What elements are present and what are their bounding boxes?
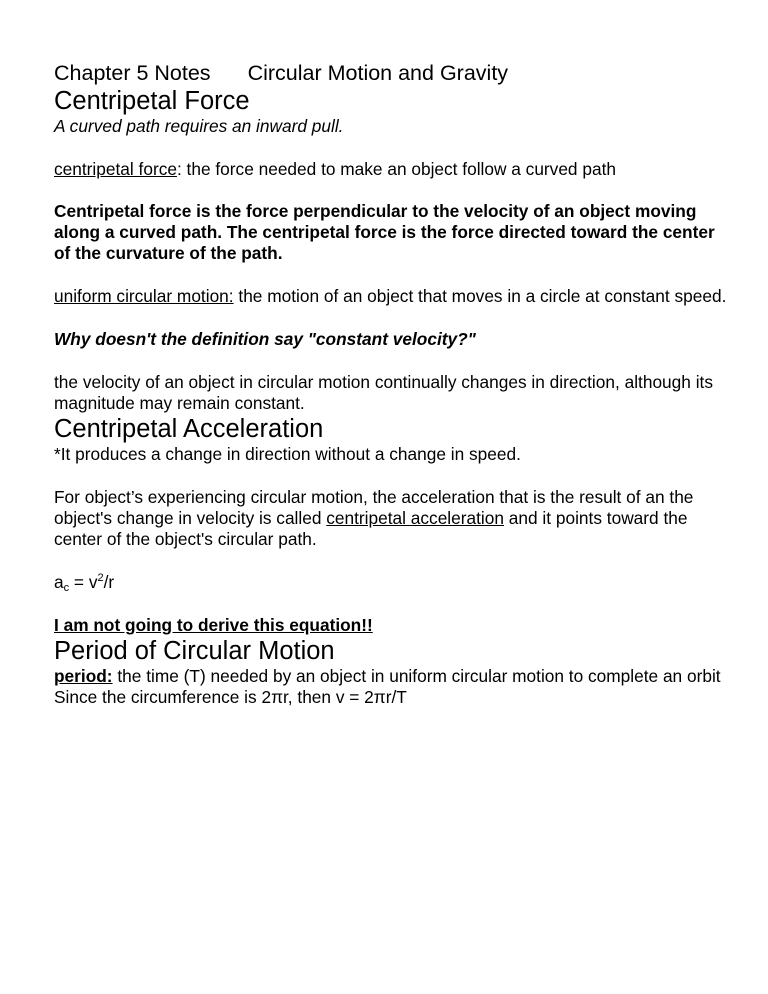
- equation-end: /r: [103, 572, 115, 592]
- equation-symbol: a: [54, 572, 64, 592]
- definition-text: the motion of an object that moves in a circle at constant speed.: [233, 286, 727, 306]
- definition-text: the time (T) needed by an object in uniform circular motion to complete an orbit: [112, 666, 721, 686]
- answer: the velocity of an object in circular motion continually changes in direction, although its magnitude may remain constant.: [54, 372, 713, 413]
- definition-text: : the force needed to make an object follow a curved path: [176, 159, 616, 179]
- chapter-label: Chapter 5 Notes: [54, 61, 211, 85]
- notes-page: [54, 60, 734, 708]
- definition-centripetal-force: [54, 159, 734, 180]
- equation-subscript: c: [63, 582, 70, 594]
- section-heading-centripetal-force: Centripetal Force: [54, 87, 250, 115]
- page-title: [54, 60, 734, 86]
- paragraph-text: and it points toward the center of the object's circular path.: [54, 508, 688, 549]
- equation-middle: = v: [69, 572, 98, 592]
- term-uniform-circular-motion: uniform circular motion:: [54, 286, 234, 306]
- section-heading-centripetal-acceleration: Centripetal Acceleration: [54, 415, 324, 443]
- chapter-topic: Circular Motion and Gravity: [247, 61, 509, 85]
- section-subtitle: A curved path requires an inward pull.: [54, 116, 344, 136]
- definition-period: [54, 666, 734, 687]
- circumference-statement: Since the circumference is 2πr, then v = 2πr/T: [54, 687, 407, 707]
- equation-superscript: 2: [97, 572, 104, 584]
- section-heading-period: Period of Circular Motion: [54, 637, 335, 665]
- paragraph-text: For object’s experiencing circular motion, the acceleration that is the result of an the object's change in velocity is called: [54, 487, 694, 528]
- equation-centripetal-acceleration: [54, 572, 734, 593]
- definition-uniform-circular-motion: [54, 286, 734, 307]
- section-note: *It produces a change in direction without a change in speed.: [54, 444, 521, 464]
- term-centripetal-force: centripetal force: [54, 159, 177, 179]
- centripetal-acceleration-paragraph: [54, 487, 734, 550]
- term-period: period:: [54, 666, 113, 686]
- warning-note: I am not going to derive this equation!!: [54, 615, 373, 635]
- bold-statement: Centripetal force is the force perpendicular to the velocity of an object moving along a curved path. The centripetal force is the force directed toward the center of the curvature of the path.: [54, 201, 715, 263]
- term-centripetal-acceleration: centripetal acceleration: [326, 508, 504, 528]
- question: Why doesn't the definition say "constant velocity?": [54, 329, 476, 349]
